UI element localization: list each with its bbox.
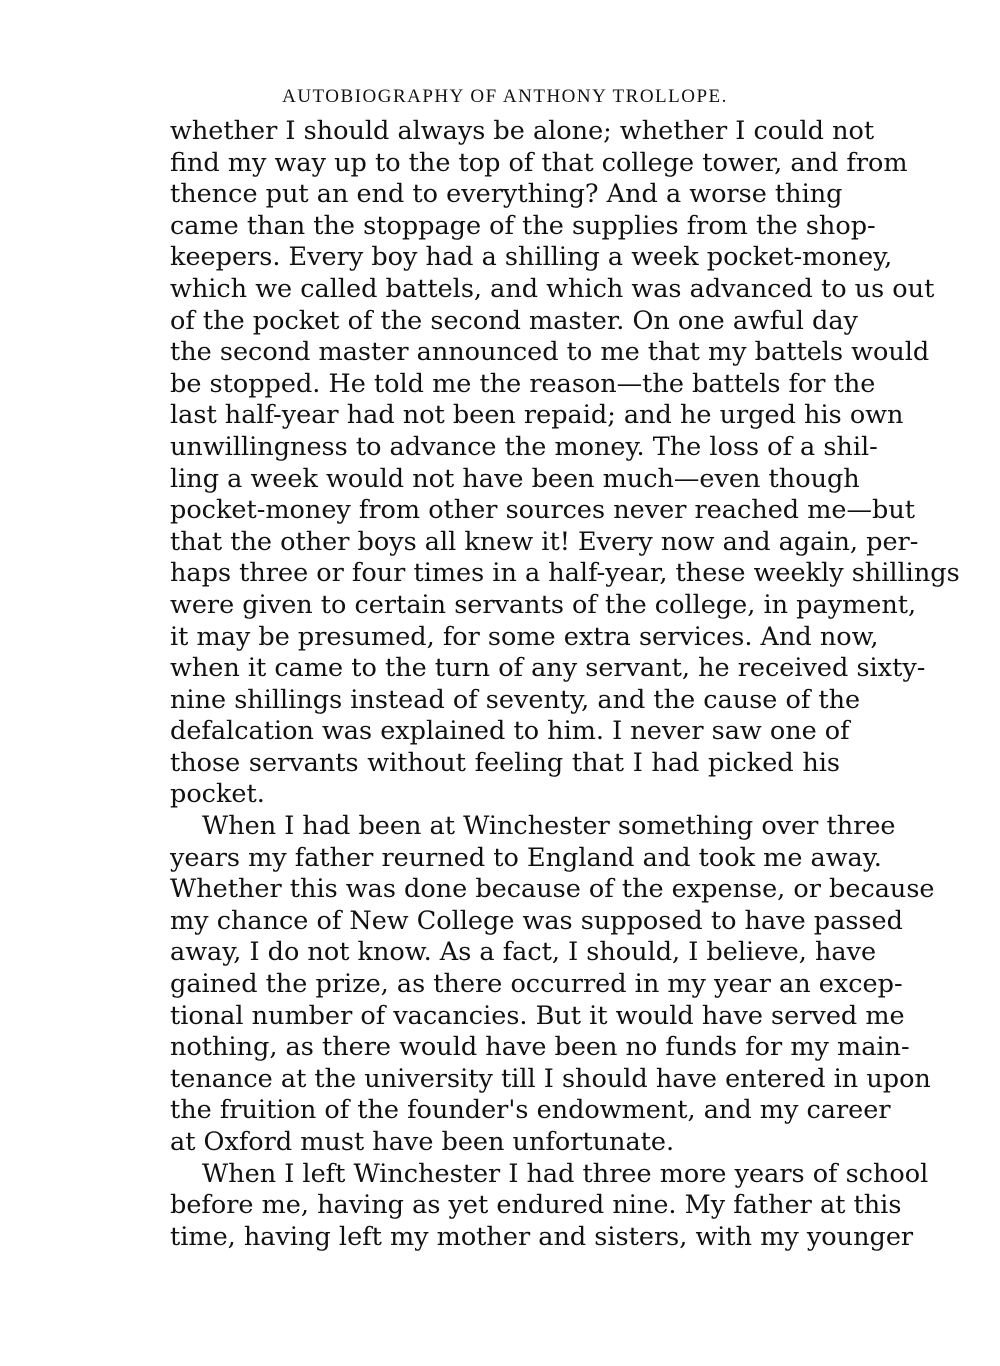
text-line: nine shillings instead of seventy, and the cause of the — [170, 684, 861, 715]
paragraph-2 — [170, 811, 935, 1159]
text-line: years my father reurned to England and took me away. — [170, 842, 882, 873]
text-line: tenance at the university till I should have entered in upon — [170, 1063, 931, 1094]
text-line: be stopped. He told me the reason—the battels for the — [170, 368, 876, 399]
text-line: at Oxford must have been unfortunate. — [170, 1127, 675, 1157]
text-line: when it came to the turn of any servant, he received sixty- — [170, 653, 926, 684]
text-line: those servants without feeling that I had picked his — [170, 747, 840, 778]
text-line: defalcation was explained to him. I never saw one of — [170, 716, 850, 747]
text-line: unwillingness to advance the money. The loss of a shil- — [170, 431, 878, 462]
text-line: whether I should always be alone; whether I could not — [170, 116, 875, 146]
text-line: pocket-money from other sources never reached me—but — [170, 495, 915, 526]
text-line: find my way up to the top of that college tower, and from — [170, 147, 908, 178]
text-line: time, having left my mother and sisters, with my younger — [170, 1221, 914, 1252]
text-line: gained the prize, as there occurred in my year an excep- — [170, 969, 903, 1000]
paragraph-3 — [170, 1158, 929, 1254]
text-line: were given to certain servants of the college, in payment, — [170, 589, 917, 620]
text-line: came than the stoppage of the supplies from the shop- — [170, 210, 876, 241]
text-line: thence put an end to everything? And a worse thing — [170, 179, 843, 210]
text-line: away, I do not know. As a fact, I should, I believe, have — [170, 937, 877, 968]
text-line: last half-year had not been repaid; and he urged his own — [170, 400, 904, 431]
text-line: of the pocket of the second master. On one awful day — [170, 305, 858, 336]
text-line: pocket. — [170, 779, 265, 810]
paragraph-1 — [170, 116, 960, 811]
running-head: AUTOBIOGRAPHY OF ANTHONY TROLLOPE. — [282, 86, 728, 107]
text-line: that the other boys all knew it! Every now and again, per- — [170, 526, 919, 557]
text-line: haps three or four times in a half-year, these weekly shillings — [170, 558, 960, 589]
text-line: the fruition of the founder's endowment, and my career — [170, 1095, 891, 1126]
text-line: nothing, as there would have been no funds for my main- — [170, 1032, 910, 1063]
book-page — [170, 86, 960, 1253]
text-line: tional number of vacancies. But it would have served me — [170, 1000, 905, 1031]
text-line: When I left Winchester I had three more years of school — [202, 1158, 929, 1189]
text-line: ling a week would not have been much—even though — [170, 463, 860, 494]
text-line: keepers. Every boy had a shilling a week pocket-money, — [170, 242, 893, 273]
text-line: my chance of New College was supposed to have passed — [170, 905, 903, 936]
text-line: Whether this was done because of the expense, or because — [170, 874, 935, 905]
text-line: before me, having as yet endured nine. My father at this — [170, 1190, 902, 1221]
text-line: When I had been at Winchester something over three — [202, 811, 896, 842]
text-line: the second master announced to me that my battels would — [170, 337, 930, 368]
text-line: which we called battels, and which was advanced to us out — [170, 273, 935, 304]
text-line: it may be presumed, for some extra services. And now, — [170, 621, 879, 652]
